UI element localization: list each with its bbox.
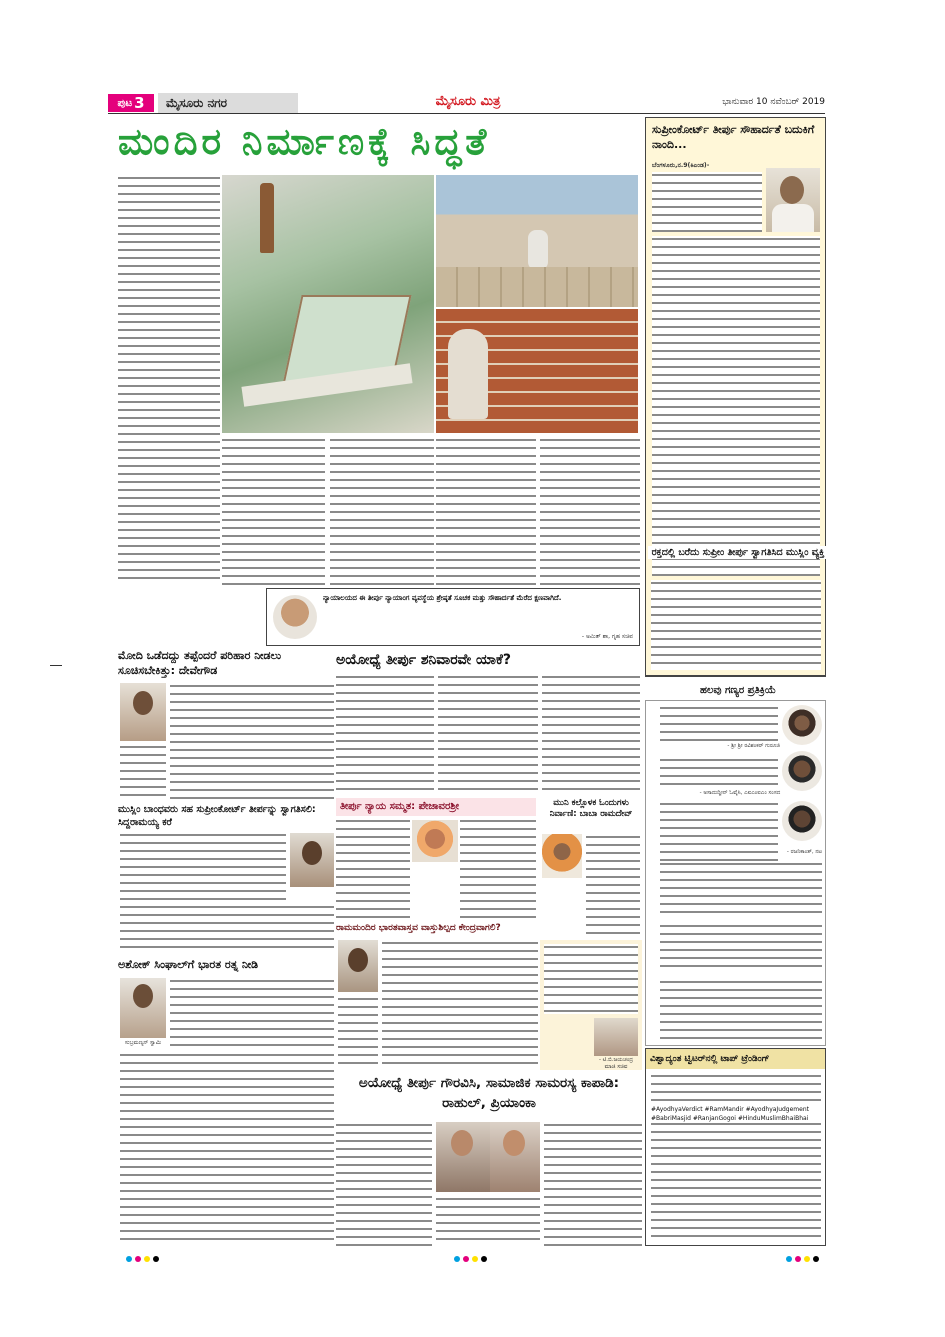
sri-sri-photo: [782, 705, 822, 745]
jayachandra-body: [544, 944, 638, 1014]
why-saturday-col1: [336, 674, 434, 790]
man-figure: [448, 329, 488, 419]
rajinikanth-caption: - ರಜನಿಕಾಂತ್, ನಟ: [786, 849, 822, 855]
pejavara-photo: [412, 820, 458, 862]
siddaramaiah-body: [120, 832, 286, 904]
right-top-body2: [652, 236, 820, 584]
mandir-pride-body2: [338, 996, 378, 1068]
bricks-photo: [436, 309, 638, 433]
registration-marks-right: [786, 1256, 819, 1262]
reaction-4-body: [660, 861, 822, 919]
amit-shah-photo: [273, 595, 317, 639]
pejavara-body: [336, 818, 410, 918]
reaction-2-body: [660, 757, 778, 787]
mandir-pride-photo: [338, 940, 378, 992]
ramdev-photo: [542, 834, 582, 878]
fold-mark: [50, 665, 62, 666]
lead-story-col1: [118, 175, 220, 585]
masthead-rule: [108, 113, 825, 114]
singhal-headline: ಅಶೋಕ್ ಸಿಂಘಾಲ್‌ಗೆ ಭಾರತ ರತ್ನ ನೀಡಿ: [118, 958, 259, 971]
subramanian-head: [133, 984, 153, 1008]
issue-date: ಭಾನುವಾರ 10 ನವೆಂಬರ್ 2019: [722, 97, 825, 107]
siddaramaiah-photo: [290, 833, 334, 887]
lead-story-col5: [540, 437, 640, 585]
page-label-text: ಪುಟ: [117, 97, 133, 109]
priyanka-head: [503, 1130, 525, 1156]
jayachandra-caption2: ಮಾಜಿ ಸಚಿವ: [604, 1064, 628, 1070]
mandir-pride-head: [348, 948, 368, 972]
lead-story-col2: [222, 437, 325, 585]
section-name: ಮೈಸೂರು ನಗರ: [158, 93, 298, 113]
right-top-dateline: ಬೆಂಗಳೂರು,ನ.9(ಕಿಎಂಡ)-: [652, 162, 710, 169]
ramdev-body: [586, 834, 640, 934]
lead-story-col4: [436, 437, 536, 585]
main-headline: ಮಂದಿರ ನಿರ್ಮಾಣಕ್ಕೆ ಸಿದ್ಧತೆ: [118, 120, 491, 163]
quote-box: [266, 588, 640, 646]
owaisi-caption: - ಅಸಾದುದ್ದೀನ್ ಓವೈಸಿ, ಎಐಎಂಐಎಂ ಸಂಸದ: [699, 790, 781, 796]
page-label: [108, 94, 154, 112]
harmony-body: [651, 580, 821, 670]
ramdev-box: [540, 798, 642, 938]
why-saturday-col2: [438, 674, 538, 790]
pejavara-headline: ತೀರ್ಪು ನ್ಯಾಯ ಸಮ್ಮತ: ಪೇಜಾವರಶ್ರೀ: [336, 798, 536, 816]
rahul-head: [451, 1130, 473, 1156]
twitter-tag: #AyodhyaVerdict: [651, 1106, 703, 1113]
devegowda-headline: ಮೋದಿ ಒಡೆದದ್ದು ತಪ್ಪೆಂದರೆ ಪರಿಹಾರ ನೀಡಲು ಸೂಚಿಸಬೇಕಿತ್ತು: ದೇವೇಗೌಡ: [118, 649, 282, 677]
siddaramaiah-head: [302, 841, 322, 865]
owaisi-photo: [782, 751, 822, 791]
devegowda-body: [170, 683, 334, 799]
lead-story-col3: [330, 437, 434, 585]
yeddyurappa-photo: [766, 168, 820, 232]
why-saturday-col3: [542, 674, 640, 790]
reaction-6-body: [660, 979, 822, 1041]
twitter-tag: #AyodhyaJudgement: [745, 1106, 809, 1113]
singhal-body2: [120, 1052, 334, 1246]
twitter-tag-list: [651, 1105, 821, 1123]
portrait-head: [780, 176, 804, 204]
rahul-col1: [336, 1122, 432, 1246]
subramanian-photo: [120, 978, 166, 1038]
devegowda-photo: [120, 683, 166, 741]
rajinikanth-photo: [782, 801, 822, 841]
pejavara-body2: [460, 818, 536, 918]
paper-name: ಮೈಸೂರು ಮಿತ್ರ: [435, 94, 501, 109]
mandir-pride-body: [382, 940, 538, 1068]
reactions-headline: ಹಲವು ಗಣ್ಯರ ಪ್ರತಿಕ್ರಿಯೆ: [699, 685, 777, 696]
jayachandra-caption: - ಟಿ.ಬಿ.ಜಯಚಂದ್ರ: [598, 1057, 634, 1063]
rahul-col3: [544, 1122, 642, 1246]
quote-author: - ಅಮಿತ್ ಶಾ, ಗೃಹ ಸಚಿವ: [581, 633, 633, 640]
twitter-box: [645, 1048, 826, 1246]
twitter-tag: #HinduMuslimBhaiBhai: [737, 1115, 809, 1122]
singhal-body: [170, 978, 334, 1048]
temple-model-image: [222, 175, 434, 433]
rahul-headline: ಅಯೋಧ್ಯೆ ತೀರ್ಪು ಗೌರವಿಸಿ, ಸಾಮಾಜಿಕ ಸಾಮರಸ್ಯ ಕಾಪಾಡಿ: ರಾಹುಲ್, ಪ್ರಿಯಾಂಕಾ: [358, 1075, 620, 1111]
priyanka-photo: [490, 1122, 540, 1192]
why-saturday-headline: ಅಯೋಧ್ಯೆ ತೀರ್ಪು ಶನಿವಾರವೇ ಯಾಕೆ?: [336, 652, 511, 668]
sri-sri-caption: - ಶ್ರೀ ಶ್ರೀ ರವಿಶಂಕರ್ ಗುರೂಜಿ: [727, 743, 780, 749]
devegowda-head: [133, 691, 153, 715]
jayachandra-box: [540, 940, 642, 1070]
siddaramaiah-headline: ಮುಸ್ಲಿಂ ಬಾಂಧವರು ಸಹ ಸುಪ್ರೀಂಕೋರ್ಟ್ ತೀರ್ಪನ್ನು ಸ್ವಾಗತಿಸಲಿ: ಸಿದ್ದರಾಮಯ್ಯ ಕರೆ: [118, 804, 316, 828]
siddaramaiah-body2: [120, 904, 334, 952]
ramdev-headline: ಮುನಿ ಕಲ್ಲೊಳಕ ಓಂದುಗಳು ನಿರ್ವಾಣಿ: ಬಾಬಾ ರಾಮದೇವ್: [549, 798, 633, 819]
reaction-1-body: [660, 705, 778, 741]
rahul-photo: [436, 1122, 490, 1192]
harmony-headline: ರಕ್ತದಲ್ಲಿ ಬರೆದು ಸುಪ್ರೀಂ ತೀರ್ಪು ಸ್ವಾಗತಿಸಿದ ಮುಸ್ಲಿಂ ವ್ಯಕ್ತಿ: [648, 546, 828, 559]
reactions-box: [645, 700, 826, 1046]
subramanian-caption: ಸುಬ್ರಮಣ್ಯನ್ ಸ್ವಾಮಿ: [124, 1040, 162, 1046]
worker-figure: [528, 230, 548, 270]
stone-rows: [436, 267, 638, 307]
page-number: 3: [134, 94, 145, 112]
workers-photo: [436, 175, 638, 307]
devegowda-body2: [120, 744, 166, 799]
registration-marks-mid: [454, 1256, 487, 1262]
twitter-tag: #RanjanGogoi: [692, 1115, 736, 1122]
mandir-pride-headline: ರಾಮಮಂದಿರ ಭಾರತವಾಸ್ತವ ವಾಸ್ತುಶಿಲ್ಪದ ಕೇಂದ್ರವಾಗಲಿ?: [336, 923, 501, 933]
right-top-body: [652, 172, 762, 232]
twitter-body: [651, 1073, 821, 1241]
reaction-5-body: [660, 923, 822, 973]
masthead: [108, 92, 825, 114]
registration-marks-left: [126, 1256, 159, 1262]
twitter-headline: ವಿಶ್ವಾದ್ಯಂತ ಟ್ವಿಟರ್‌ನಲ್ಲಿ ಟಾಪ್ ಟ್ರೆಂಡಿಂಗ್: [646, 1049, 825, 1069]
twitter-tag: #BabriMasjid: [651, 1115, 691, 1122]
quote-text: ನ್ಯಾಯಾಲಯದ ಈ ತೀರ್ಪು ನ್ಯಾಯಾಂಗ ವ್ಯವಸ್ಥೆಯ ಶ್ರೇಷ್ಠತೆ ಸೂಚಕ ಮತ್ತು ಸೌಹಾರ್ದತೆ ಮೆರೆದ ಕ್ಷಣವಾಗಿದೆ.: [323, 594, 562, 602]
rahul-col2: [436, 1196, 540, 1246]
jayachandra-photo: [594, 1018, 638, 1056]
harmony-body-box: [645, 576, 826, 676]
portrait-body: [772, 204, 814, 232]
right-top-headline: ಸುಪ್ರೀಂಕೋರ್ಟ್ ತೀರ್ಪು ಸೌಹಾರ್ದತೆ ಬದುಕಿಗೆ ನಾಂದಿ...: [652, 123, 815, 151]
twitter-tag: #RamMandir: [704, 1106, 744, 1113]
model-statue: [260, 183, 274, 253]
